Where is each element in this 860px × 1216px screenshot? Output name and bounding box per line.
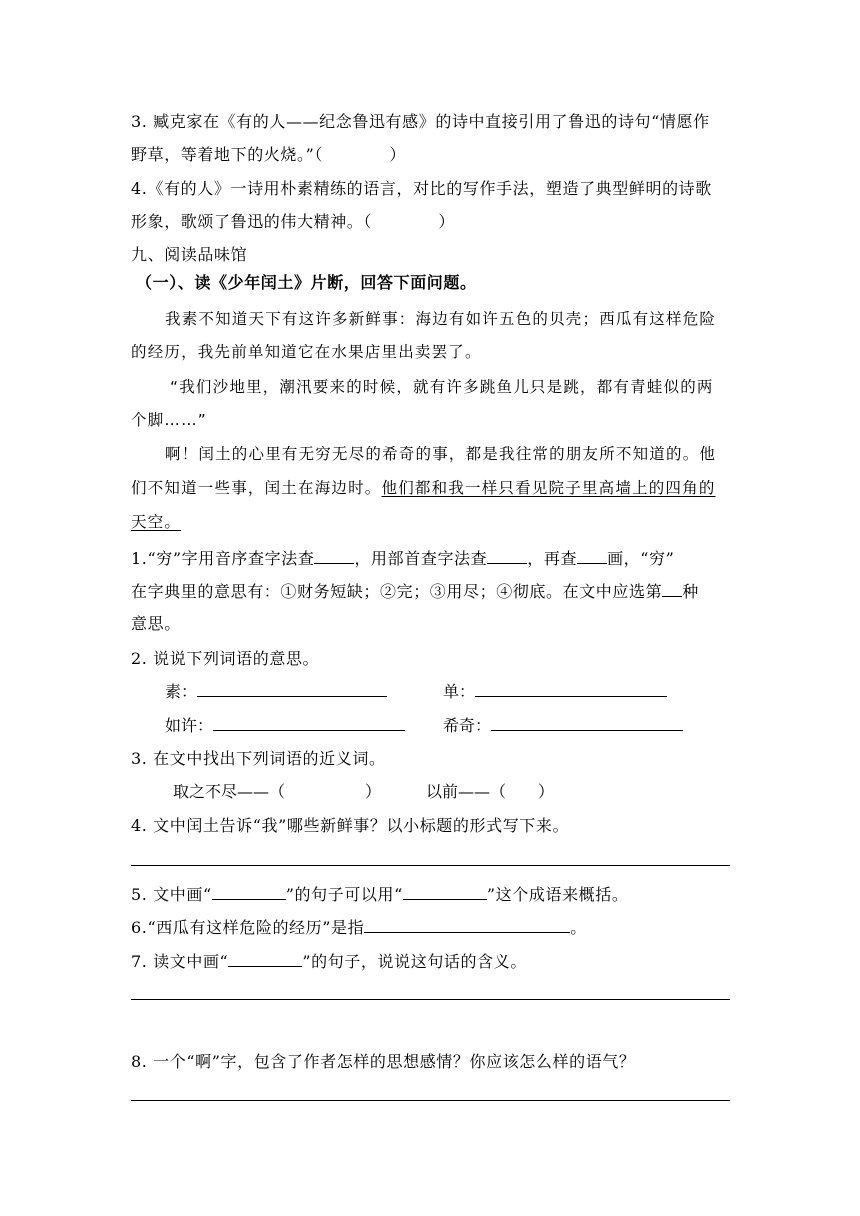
q2-word-ruxu	[165, 714, 405, 737]
q2-prompt: 2. 说说下列词语的意思。	[131, 649, 320, 668]
q8-prompt: 8. 一个“啊”字，包含了作者怎样的思想感情？你应该怎么样的语气？	[131, 1052, 636, 1071]
passage-p3-line3-underlined: 天空。	[131, 513, 182, 531]
q1-blank-bushou[interactable]	[487, 547, 527, 564]
q1-text-a: 1.“穷”字用音序查字法查	[131, 549, 315, 568]
q2-blank-su[interactable]	[197, 680, 387, 697]
q8-answer-line[interactable]	[131, 1100, 730, 1101]
q7-answer-line[interactable]	[131, 999, 730, 1000]
q2-blank-dan[interactable]	[475, 680, 667, 697]
passage-p1-line2: 的经历，我先前单知道它在水果店里出卖罢了。	[131, 343, 482, 361]
q1-line2	[131, 580, 731, 603]
q7-line	[131, 950, 731, 973]
q2-blank-ruxu[interactable]	[213, 714, 405, 731]
passage-p2-line1: “我们沙地里，潮汛要来的时候，就有许多跳鱼儿只是跳，都有青蛙似的两	[170, 378, 714, 396]
q2-word-xiqi	[443, 714, 683, 737]
q2-word-xiqi-label: 希奇：	[443, 716, 492, 735]
q1-text-c: ，再查	[527, 549, 578, 568]
q3-synonym-1[interactable]: 取之不尽——（ ）	[173, 782, 382, 801]
passage-p3-line2	[131, 477, 731, 499]
q1-blank-hua[interactable]	[577, 547, 607, 564]
q5-text-b: ”的句子可以用“	[285, 885, 403, 904]
q5-text-a: 5. 文中画“	[131, 885, 212, 904]
q6-text-b: 。	[570, 918, 587, 937]
section-subtitle: （一）、读《少年闰土》片断，回答下面问题。	[136, 273, 477, 292]
q5-blank-2[interactable]	[403, 883, 487, 900]
q1-blank-yinxu[interactable]	[314, 547, 354, 564]
q4-answer-line[interactable]	[131, 865, 730, 866]
q2-word-dan	[443, 680, 667, 703]
q2-word-su-label: 素：	[165, 682, 198, 701]
judge-q4-line2: 形象，歌颂了鲁迅的伟大精神。（ ）	[131, 212, 456, 231]
passage-p3-line3	[131, 511, 731, 533]
q2-blank-xiqi[interactable]	[491, 714, 683, 731]
passage-p3-line2-plain: 们不知道一些事，闰土在海边时。	[131, 479, 382, 497]
q7-text-a: 7. 读文中画“	[131, 952, 229, 971]
judge-q3-line2: 野草，等着地下的火烧。”（ ）	[131, 145, 406, 164]
judge-q3-line1: 3. 臧克家在《有的人——纪念鲁迅有感》的诗中直接引用了鲁迅的诗句“情愿作	[131, 112, 710, 131]
passage-p3-line2-underlined: 他们都和我一样只看见院子里高墙上的四角的	[381, 479, 716, 497]
q5-blank-1[interactable]	[212, 883, 286, 900]
q3-synonym-2[interactable]: 以前——（ ）	[426, 782, 555, 801]
q7-text-b: ”的句子，说说这句话的含义。	[302, 952, 527, 971]
passage-p1-line1: 我素不知道天下有这许多新鲜事：海边有如许五色的贝壳；西瓜有这样危险	[165, 310, 717, 328]
q1-line2-text: 在字典里的意思有：①财务短缺；②完；③用尽；④彻底。在文中应选第	[131, 582, 663, 601]
q2-word-dan-label: 单：	[443, 682, 476, 701]
q1-line2-end: 种	[682, 582, 699, 601]
q5-text-c: ”这个成语来概括。	[486, 885, 629, 904]
section-title: 九、阅读品味馆	[131, 245, 248, 264]
q4-prompt: 4. 文中闰土告诉“我”哪些新鲜事？以小标题的形式写下来。	[131, 816, 570, 835]
q6-line	[131, 916, 731, 939]
judge-q4-line1: 4.《有的人》一诗用朴素精练的语言，对比的写作手法，塑造了典型鲜明的诗歌	[131, 179, 712, 198]
q1-blank-meaning[interactable]	[662, 580, 682, 597]
passage-p3-line1: 啊！闰土的心里有无穷无尽的希奇的事，都是我往常的朋友所不知道的。他	[165, 445, 717, 463]
q6-text-a: 6.“西瓜有这样危险的经历”是指	[131, 918, 365, 937]
passage-p2-line2: 个脚……”	[131, 411, 208, 429]
q7-blank[interactable]	[228, 950, 302, 967]
q2-word-su	[165, 680, 387, 703]
q1-line1	[131, 547, 731, 570]
q6-blank[interactable]	[364, 916, 570, 933]
q5-line	[131, 883, 731, 906]
q1-text-b: ，用部首查字法查	[354, 549, 488, 568]
q1-line3: 意思。	[131, 614, 181, 633]
q3-prompt: 3. 在文中找出下列词语的近义词。	[131, 749, 386, 768]
q1-text-d: 画，“穷”	[607, 549, 675, 568]
q2-word-ruxu-label: 如许：	[165, 716, 214, 735]
